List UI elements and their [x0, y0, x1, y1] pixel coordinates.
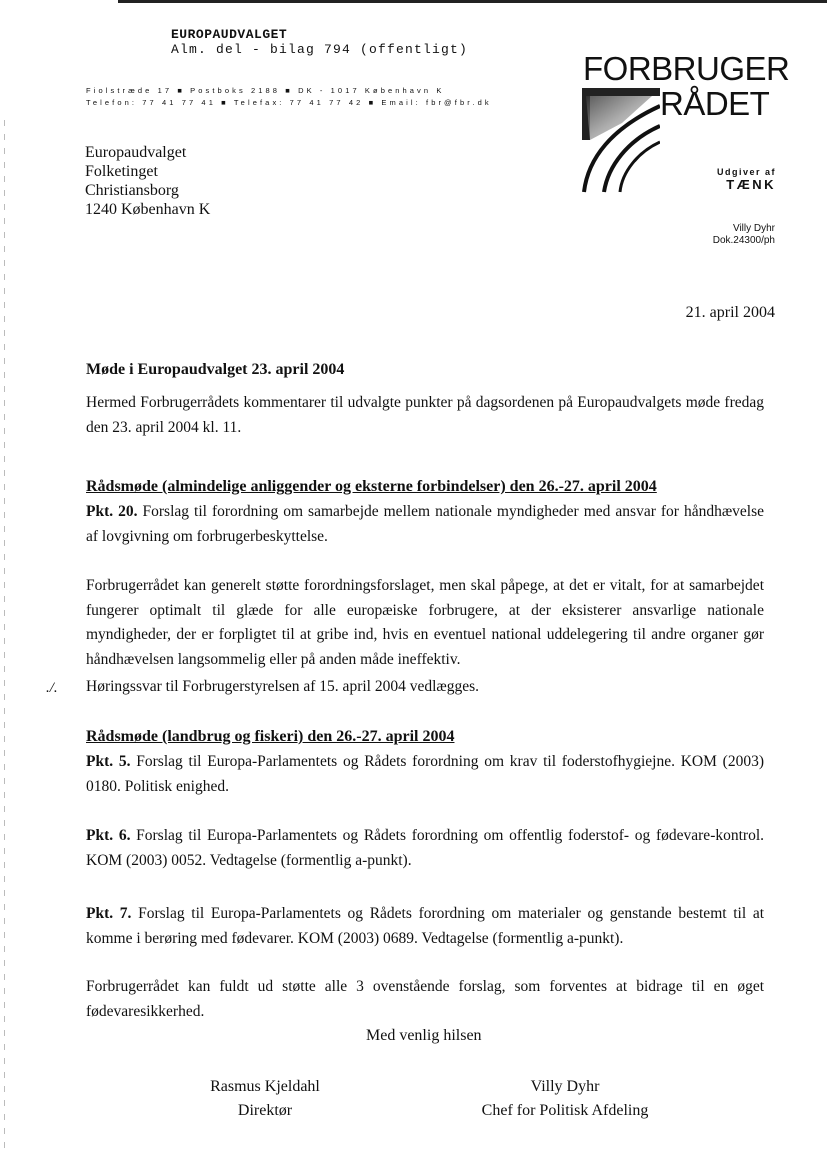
margin-scan-line — [4, 120, 5, 1150]
brand-name-line-2: RÅDET — [660, 85, 770, 122]
section1-heading: Rådsmøde (almindelige anliggender og eksterne forbindelser) den 26.-27. april 2004 — [86, 478, 657, 495]
contact-phone: Telefon: 77 41 77 41 ■ Telefax: 77 41 77 42 ■ Email: fbr@fbr.dk — [86, 98, 492, 107]
stamp-title: EUROPAUDVALGET — [171, 27, 288, 42]
brand-name-line-1: FORBRUGER — [583, 50, 790, 87]
item-text: Forslag til Europa-Parlamentets og Rådets forordning om materialer og genstande bestemt til at komme i berøring med fødevarer. KOM (2003) 0689. Vedtagelse (formentlig a-punkt). — [86, 905, 765, 947]
recipient-line: Folketinget — [85, 163, 158, 180]
item-text: Forslag til Europa-Parlamentets og Rådets forordning om offentlig foderstof- og fødevare-kontrol. KOM (2003) 0052. Vedtagelse (formentlig a-punkt). — [86, 827, 764, 869]
closing-greeting: Med venlig hilsen — [366, 1027, 482, 1044]
letter-date: 21. april 2004 — [685, 304, 775, 321]
recipient-line: 1240 København K — [85, 201, 211, 218]
stamp-subtitle: Alm. del - bilag 794 (offentligt) — [171, 42, 469, 57]
enclosure-note: Høringssvar til Forbrugerstyrelsen af 15. april 2004 vedlægges. — [86, 678, 480, 695]
contact-address: Fiolstræde 17 ■ Postboks 2188 ■ DK - 1017 København K — [86, 86, 445, 95]
item-text: Forslag til forordning om samarbejde mellem nationale myndigheder med ansvar for håndhævelse af lovgivning om forbrugerbeskyttelse. — [86, 503, 765, 545]
item-label: Pkt. 20. — [86, 503, 138, 520]
section1-comment: Forbrugerrådet kan generelt støtte forordningsforslaget, men skal påpege, at det er vitalt, for at samarbejdet fungerer optimalt til glæde for alle europæiske forbrugere, at der eksisterer ansvarlige nationale myndigheder, der er forpligtet til at gribe ind, hvis en eventuel national uddelegering til andre organer gør håndhævelsen langsommelig eller på anden måde ineffektiv. — [86, 577, 764, 668]
item-text: Forslag til Europa-Parlamentets og Rådets forordning om krav til foderstofhygiejne. KOM (2003) 0180. Politisk enighed. — [86, 753, 764, 795]
document-ref: Dok.24300/ph — [712, 235, 775, 246]
publisher-label: Udgiver af — [716, 167, 776, 177]
subject-heading: Møde i Europaudvalget 23. april 2004 — [86, 361, 345, 378]
signer2-name: Villy Dyhr — [530, 1078, 600, 1095]
recipient-line: Europaudvalget — [85, 144, 187, 161]
signer1-name: Rasmus Kjeldahl — [210, 1078, 320, 1095]
recipient-line: Christiansborg — [85, 182, 179, 199]
section2-item — [86, 902, 764, 951]
section2-comment: Forbrugerrådet kan fuldt ud støtte alle 3 ovenstående forslag, som forventes at bidrage til en øget fødevaresikkerhed. — [86, 978, 764, 1020]
enclosure-marker: ./. — [46, 680, 58, 696]
signer1-title: Direktør — [237, 1102, 293, 1119]
section2-heading: Rådsmøde (landbrug og fiskeri) den 26.-27. april 2004 — [86, 728, 455, 745]
item-label: Pkt. 6. — [86, 827, 131, 844]
signatory-ref: Villy Dyhr — [732, 223, 775, 234]
recipient-address — [85, 143, 210, 219]
signer2-title: Chef for Politisk Afdeling — [481, 1102, 649, 1119]
section2-item — [86, 750, 764, 799]
forbrugerraadet-logo-icon — [582, 88, 660, 194]
section1-item — [86, 500, 764, 549]
top-scan-line — [118, 0, 827, 3]
intro-paragraph: Hermed Forbrugerrådets kommentarer til udvalgte punkter på dagsordenen på Europaudvalgets møde fredag den 23. april 2004 kl. 11. — [86, 394, 764, 436]
item-label: Pkt. 7. — [86, 905, 132, 922]
publisher-name: TÆNK — [726, 177, 776, 192]
item-label: Pkt. 5. — [86, 753, 131, 770]
section2-item — [86, 824, 764, 873]
